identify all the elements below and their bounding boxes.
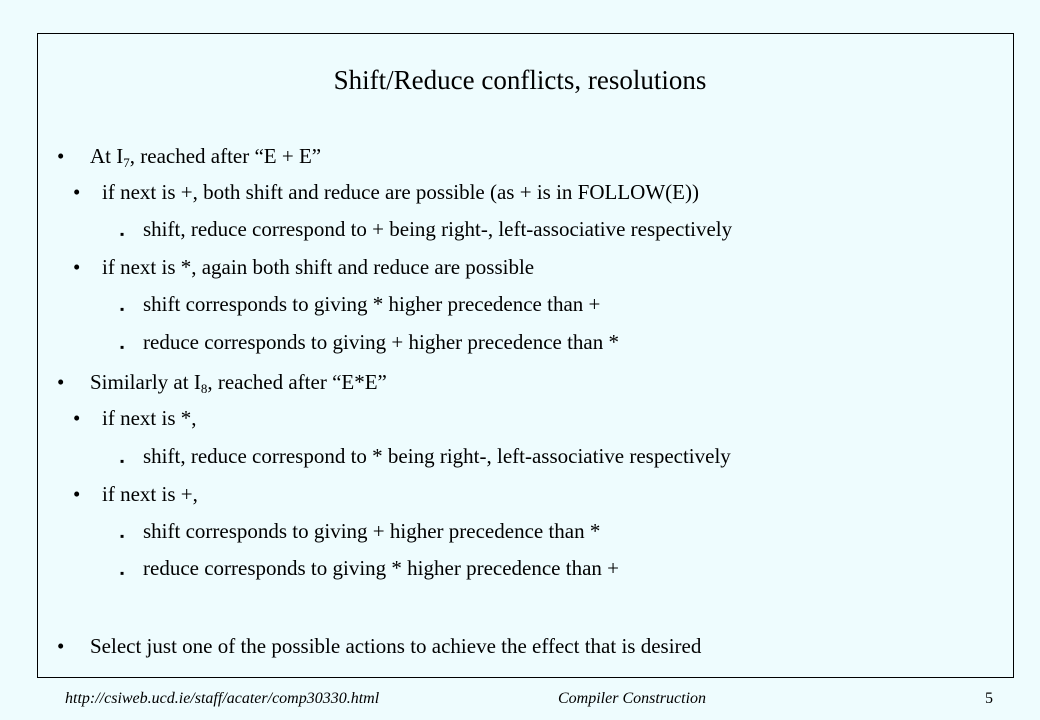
page-number: 5 <box>985 690 993 707</box>
bullet-icon: ▪ <box>120 454 125 468</box>
bullet-text <box>90 369 387 395</box>
bullet-icon: • <box>57 144 65 168</box>
bullet-text: shift, reduce correspond to + being right-, left-associative respectively <box>143 217 733 241</box>
bullet-icon: • <box>73 406 81 430</box>
subscript: 8 <box>200 381 208 396</box>
bullet-icon: • <box>73 255 81 279</box>
bullet-icon: • <box>73 180 81 204</box>
bullet-icon: • <box>57 370 65 394</box>
bullet-text-part: Similarly at I <box>90 370 201 394</box>
bullet-text: Select just one of the possible actions to achieve the effect that is desired <box>90 634 702 658</box>
bullet-text-part: At I <box>90 144 124 168</box>
bullet-icon: • <box>57 634 65 658</box>
bullet-icon: • <box>73 482 81 506</box>
slide-title: Shift/Reduce conflicts, resolutions <box>333 65 707 95</box>
bullet-icon: ▪ <box>120 302 125 316</box>
bullet-text: reduce corresponds to giving + higher precedence than * <box>143 330 619 354</box>
bullet-icon: ▪ <box>120 340 125 354</box>
bullet-text: if next is +, both shift and reduce are possible (as + is in FOLLOW(E)) <box>102 180 699 204</box>
bullet-icon: ▪ <box>120 566 125 580</box>
bullet-icon: ▪ <box>120 227 125 241</box>
footer-course: Compiler Construction <box>558 690 707 707</box>
footer-url: http://csiweb.ucd.ie/staff/acater/comp30330.html <box>65 690 380 707</box>
bullet-text: if next is *, again both shift and reduce are possible <box>102 255 535 279</box>
bullet-text: if next is *, <box>102 406 197 430</box>
bullet-text: shift corresponds to giving + higher precedence than * <box>143 519 601 543</box>
bullet-icon: ▪ <box>120 529 125 543</box>
slide-frame <box>37 33 1014 678</box>
bullet-text <box>90 143 321 169</box>
subscript: 7 <box>123 155 130 170</box>
bullet-text-part: , reached after “E + E” <box>129 144 322 168</box>
bullet-text: shift, reduce correspond to * being right-, left-associative respectively <box>143 444 731 468</box>
bullet-text-part: , reached after “E*E” <box>207 370 387 394</box>
bullet-text: if next is +, <box>102 482 198 506</box>
bullet-text: reduce corresponds to giving * higher precedence than + <box>143 556 619 580</box>
bullet-text: shift corresponds to giving * higher precedence than + <box>143 292 601 316</box>
